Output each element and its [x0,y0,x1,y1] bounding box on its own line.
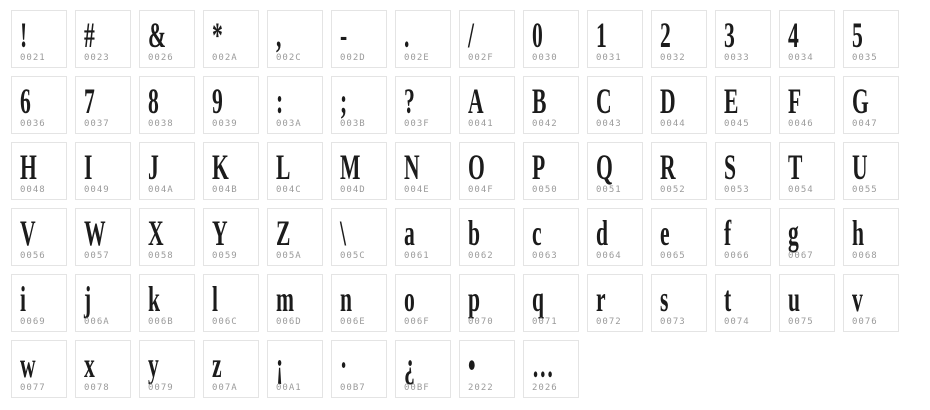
glyph-character: H [20,147,37,187]
glyph-cell [715,142,771,200]
glyph-unicode-code: 004D [340,185,366,195]
glyph-character: ! [20,15,28,55]
glyph-character: p [468,279,481,319]
glyph-cell [395,76,451,134]
glyph-unicode-code: 0041 [468,119,494,129]
glyph-unicode-code: 0063 [532,251,558,261]
glyph-character: I [84,147,93,187]
glyph-character: Q [596,147,613,187]
glyph-cell [779,10,835,68]
glyph-character: m [276,279,294,319]
glyph-unicode-code: 007A [212,383,238,393]
glyph-cell [203,340,259,398]
glyph-character: V [20,213,36,253]
glyph-unicode-code: 0051 [596,185,622,195]
glyph-character: o [404,279,415,319]
glyph-unicode-code: 0057 [84,251,110,261]
glyph-unicode-code: 0023 [84,53,110,63]
glyph-unicode-code: 0068 [852,251,878,261]
glyph-character: . [404,15,410,55]
glyph-cell [267,340,323,398]
glyph-character: c [532,213,542,253]
glyph-unicode-code: 0046 [788,119,814,129]
glyph-unicode-code: 006C [212,317,238,327]
glyph-character: ? [404,81,415,121]
glyph-cell [75,10,131,68]
glyph-character: 4 [788,15,799,55]
glyph-character: u [788,279,801,319]
glyph-character: y [148,345,159,385]
glyph-character: # [84,15,95,55]
glyph-unicode-code: 006D [276,317,302,327]
glyph-unicode-code: 003B [340,119,366,129]
glyph-unicode-code: 0069 [20,317,46,327]
glyph-character: ¡ [276,345,284,385]
glyph-character: U [852,147,868,187]
glyph-cell [11,340,67,398]
glyph-character: g [788,213,799,253]
glyph-cell [459,274,515,332]
glyph-unicode-code: 00BF [404,383,430,393]
glyph-character: r [596,279,606,319]
glyph-unicode-code: 0072 [596,317,622,327]
glyph-character: h [852,213,865,253]
glyph-cell [779,76,835,134]
glyph-unicode-code: 0036 [20,119,46,129]
glyph-character: 8 [148,81,159,121]
glyph-unicode-code: 0053 [724,185,750,195]
glyph-character: L [276,147,291,187]
glyph-unicode-code: 0073 [660,317,686,327]
glyph-character: T [788,147,803,187]
glyph-character: \ [340,213,347,253]
glyph-character: S [724,147,737,187]
glyph-unicode-code: 0078 [84,383,110,393]
glyph-character: k [148,279,161,319]
glyph-character: w [20,345,36,385]
glyph-cell [459,142,515,200]
glyph-unicode-code: 2022 [468,383,494,393]
glyph-unicode-code: 0044 [660,119,686,129]
glyph-unicode-code: 0032 [660,53,686,63]
glyph-cell [267,76,323,134]
glyph-unicode-code: 0056 [20,251,46,261]
glyph-unicode-code: 003A [276,119,302,129]
glyph-cell [331,76,387,134]
glyph-unicode-code: 0071 [532,317,558,327]
glyph-character: C [596,81,612,121]
glyph-cell [395,274,451,332]
glyph-character: ; [340,81,348,121]
glyph-unicode-code: 0067 [788,251,814,261]
glyph-cell [11,208,67,266]
glyph-character: M [340,147,361,187]
glyph-unicode-code: 0047 [852,119,878,129]
glyph-cell [139,208,195,266]
glyph-character: d [596,213,609,253]
glyph-character: v [852,279,863,319]
glyph-cell [843,10,899,68]
glyph-cell [75,340,131,398]
glyph-character: 7 [84,81,95,121]
glyph-cell [11,10,67,68]
glyph-unicode-code: 006F [404,317,430,327]
glyph-cell [75,76,131,134]
glyph-cell [395,340,451,398]
glyph-cell [331,340,387,398]
glyph-character: & [148,15,166,55]
glyph-cell [203,274,259,332]
glyph-unicode-code: 0045 [724,119,750,129]
glyph-cell [139,142,195,200]
glyph-unicode-code: 0035 [852,53,878,63]
glyph-character: f [724,213,732,253]
glyph-character: 2 [660,15,671,55]
glyph-unicode-code: 0034 [788,53,814,63]
glyph-unicode-code: 006E [340,317,366,327]
glyph-unicode-code: 002C [276,53,302,63]
glyph-unicode-code: 0052 [660,185,686,195]
glyph-unicode-code: 0075 [788,317,814,327]
glyph-unicode-code: 0066 [724,251,750,261]
glyph-unicode-code: 0050 [532,185,558,195]
glyph-cell [523,142,579,200]
glyph-cell [11,274,67,332]
glyph-character: 9 [212,81,223,121]
glyph-unicode-code: 0065 [660,251,686,261]
glyph-character: 1 [596,15,607,55]
glyph-unicode-code: 0079 [148,383,174,393]
glyph-cell [843,274,899,332]
glyph-cell [651,10,707,68]
glyph-unicode-code: 004F [468,185,494,195]
glyph-character: G [852,81,869,121]
glyph-character: - [340,15,348,55]
glyph-character: Z [276,213,291,253]
glyph-character: K [212,147,229,187]
glyph-cell [523,340,579,398]
glyph-unicode-code: 0031 [596,53,622,63]
glyph-unicode-code: 0058 [148,251,174,261]
glyph-unicode-code: 004A [148,185,174,195]
glyph-unicode-code: 00A1 [276,383,302,393]
glyph-cell [651,76,707,134]
glyph-character: z [212,345,222,385]
glyph-character: * [212,15,223,55]
glyph-unicode-code: 0074 [724,317,750,327]
glyph-cell [523,76,579,134]
glyph-cell [11,142,67,200]
glyph-character: j [84,279,92,319]
glyph-cell [715,76,771,134]
glyph-cell [75,274,131,332]
glyph-unicode-code: 00B7 [340,383,366,393]
glyph-unicode-code: 002D [340,53,366,63]
glyph-unicode-code: 0076 [852,317,878,327]
glyph-character: · [340,345,348,385]
glyph-cell [267,274,323,332]
glyph-unicode-code: 0037 [84,119,110,129]
glyph-unicode-code: 004C [276,185,302,195]
glyph-unicode-code: 0077 [20,383,46,393]
glyph-cell [203,208,259,266]
glyph-cell [331,274,387,332]
glyph-unicode-code: 006B [148,317,174,327]
glyph-character: A [468,81,484,121]
glyph-cell [139,76,195,134]
glyph-cell [75,142,131,200]
glyph-cell [395,208,451,266]
glyph-character: a [404,213,415,253]
glyph-unicode-code: 0043 [596,119,622,129]
glyph-cell [651,208,707,266]
glyph-cell [715,274,771,332]
glyph-unicode-code: 0064 [596,251,622,261]
glyph-cell [587,10,643,68]
glyph-cell [267,10,323,68]
glyph-character: E [724,81,739,121]
glyph-unicode-code: 005C [340,251,366,261]
glyph-cell [139,10,195,68]
glyph-character: n [340,279,353,319]
glyph-character: J [148,147,159,187]
glyph-cell [843,76,899,134]
glyph-unicode-code: 0059 [212,251,238,261]
glyph-character: , [276,15,282,55]
glyph-cell [331,208,387,266]
glyph-cell [779,142,835,200]
glyph-unicode-code: 2026 [532,383,558,393]
glyph-cell [587,274,643,332]
glyph-character: D [660,81,676,121]
glyph-character: N [404,147,420,187]
glyph-unicode-code: 0033 [724,53,750,63]
glyph-cell [587,208,643,266]
glyph-cell [779,208,835,266]
glyph-cell [395,10,451,68]
glyph-unicode-code: 003F [404,119,430,129]
glyph-unicode-code: 0049 [84,185,110,195]
glyph-cell [203,10,259,68]
glyph-cell [331,142,387,200]
glyph-unicode-code: 0039 [212,119,238,129]
glyph-cell [139,340,195,398]
glyph-cell [75,208,131,266]
glyph-cell [587,76,643,134]
glyph-cell [587,142,643,200]
glyph-cell [523,10,579,68]
glyph-character: e [660,213,670,253]
glyph-cell [779,274,835,332]
glyph-unicode-code: 004B [212,185,238,195]
glyph-unicode-code: 0042 [532,119,558,129]
glyph-unicode-code: 0061 [404,251,430,261]
glyph-character: W [84,213,106,253]
glyph-character: Y [212,213,228,253]
glyph-character: ¿ [404,345,415,385]
glyph-cell [267,142,323,200]
glyph-unicode-code: 0048 [20,185,46,195]
glyph-character: O [468,147,485,187]
glyph-unicode-code: 0030 [532,53,558,63]
glyph-cell [843,142,899,200]
glyph-unicode-code: 004E [404,185,430,195]
glyph-cell [459,76,515,134]
glyph-unicode-code: 0038 [148,119,174,129]
glyph-character: b [468,213,481,253]
glyph-unicode-code: 005A [276,251,302,261]
glyph-character: i [20,279,27,319]
glyph-cell [331,10,387,68]
glyph-character: X [148,213,164,253]
glyph-character: B [532,81,547,121]
glyph-character: • [468,345,476,385]
glyph-character: s [660,279,669,319]
glyph-unicode-code: 0055 [852,185,878,195]
glyph-unicode-code: 0054 [788,185,814,195]
glyph-character: l [212,279,219,319]
glyph-character: R [660,147,676,187]
glyph-cell [651,142,707,200]
glyph-unicode-code: 0021 [20,53,46,63]
glyph-cell [459,340,515,398]
glyph-cell [523,208,579,266]
glyph-cell [139,274,195,332]
glyph-character: q [532,279,545,319]
glyph-character: 5 [852,15,863,55]
glyph-unicode-code: 002E [404,53,430,63]
glyph-cell [11,76,67,134]
glyph-unicode-code: 002F [468,53,494,63]
glyph-unicode-code: 002A [212,53,238,63]
glyph-character: … [532,345,554,385]
glyph-character: / [468,15,475,55]
glyph-cell [395,142,451,200]
glyph-unicode-code: 0026 [148,53,174,63]
glyph-character: : [276,81,284,121]
glyph-unicode-code: 0062 [468,251,494,261]
glyph-cell [203,142,259,200]
glyph-character: 3 [724,15,735,55]
glyph-character: F [788,81,802,121]
glyph-cell [459,10,515,68]
glyph-character: x [84,345,95,385]
glyph-character: 0 [532,15,543,55]
glyph-cell [715,10,771,68]
glyph-cell [715,208,771,266]
glyph-cell [651,274,707,332]
glyph-unicode-code: 0070 [468,317,494,327]
glyph-character: P [532,147,546,187]
glyph-character: 6 [20,81,31,121]
glyph-cell [267,208,323,266]
glyph-character: t [724,279,732,319]
glyph-cell [459,208,515,266]
glyph-cell [843,208,899,266]
glyph-cell [523,274,579,332]
glyph-cell [203,76,259,134]
glyph-unicode-code: 006A [84,317,110,327]
